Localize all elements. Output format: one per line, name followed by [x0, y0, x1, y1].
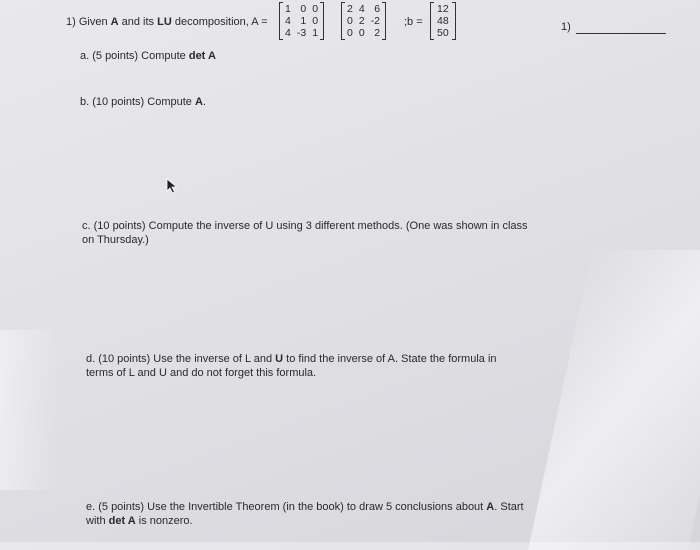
part-b: b. (10 points) Compute A.: [80, 96, 206, 108]
part-a: a. (5 points) Compute det A: [80, 50, 216, 62]
lu-symbol: LU: [157, 16, 172, 28]
vector-b: 12 48 50: [430, 3, 456, 39]
b-label: ;b =: [404, 16, 423, 28]
part-e: e. (5 points) Use the Invertible Theorem (in the book) to draw 5 conclusions about A. Start with det A is nonzero.: [86, 501, 524, 527]
answer-blank-line: [576, 33, 666, 34]
matrix-u: 2 4 6 0 2 -2 0 0 2: [341, 3, 386, 39]
part-c: c. (10 points) Compute the inverse of U using 3 different methods. (One was shown in class on Thursday.): [82, 220, 528, 246]
matrix-a-symbol: A: [110, 16, 119, 28]
question-1-stem: 1) Given A and its LU decomposition, A =: [66, 16, 268, 28]
paper-glare: [528, 250, 700, 550]
paper-glare-left: [0, 330, 60, 490]
part-d: d. (10 points) Use the inverse of L and U to find the inverse of A. State the formula in terms of L and U and do not forget this formula.: [86, 353, 497, 379]
answer-label: 1): [561, 21, 571, 33]
matrix-l: 1 0 0 4 1 0 4 -3 1: [279, 3, 324, 39]
mouse-pointer-icon: [166, 178, 178, 194]
